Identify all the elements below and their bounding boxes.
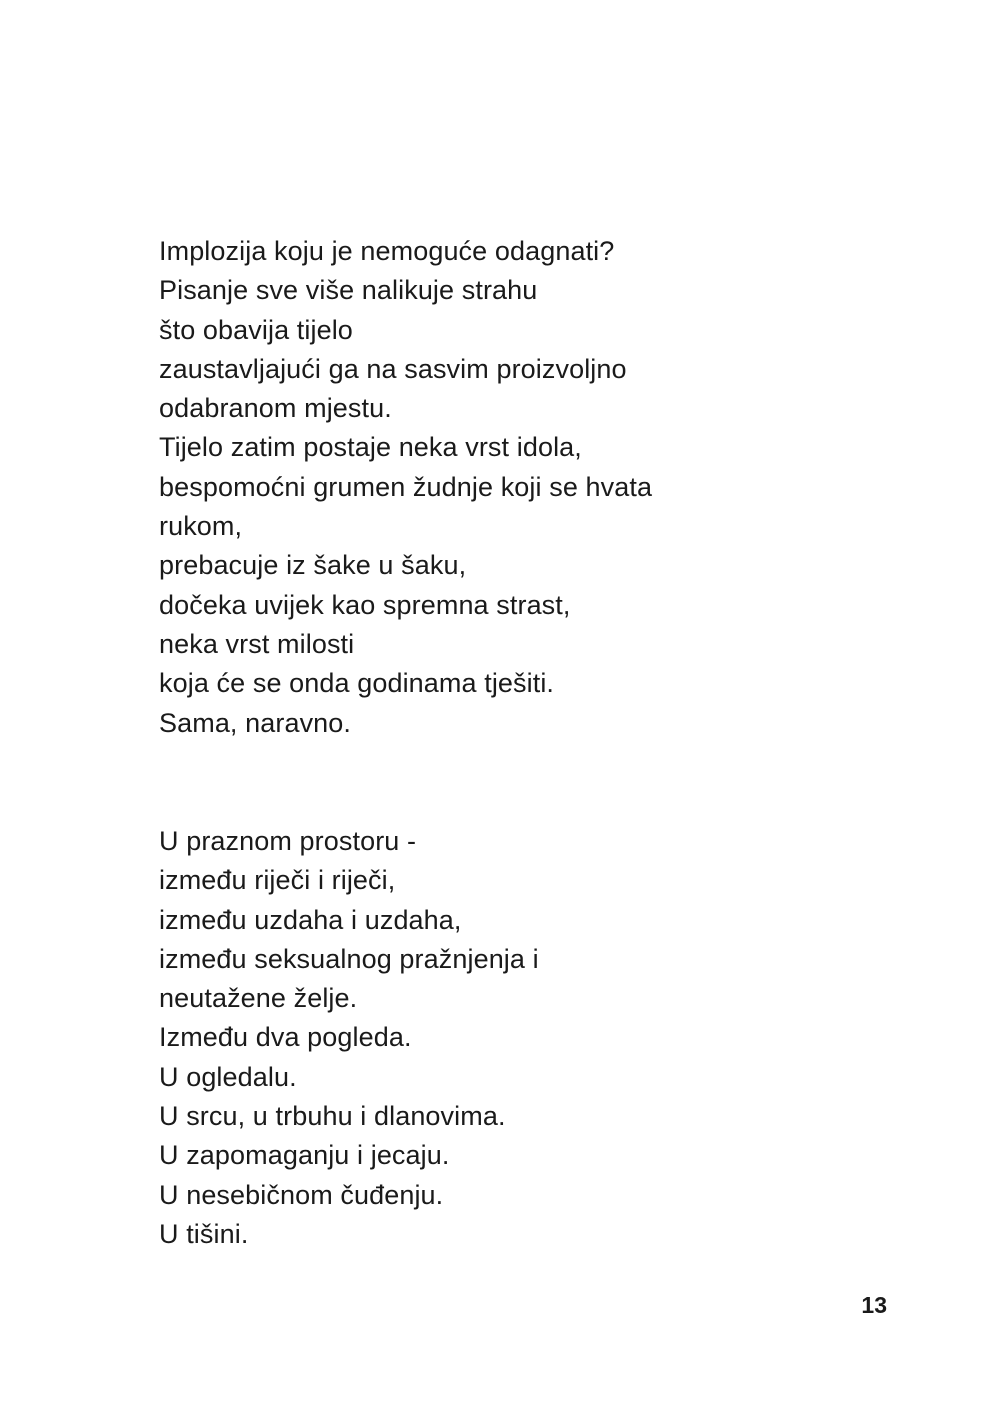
poem-line: dočeka uvijek kao spremna strast, xyxy=(159,589,571,620)
poem-line: Tijelo zatim postaje neka vrst idola, xyxy=(159,432,582,463)
poem-line: Pisanje sve više nalikuje strahu xyxy=(159,275,538,306)
poem-line: Između dva pogleda. xyxy=(159,1022,412,1053)
poem-stanza-2 xyxy=(159,822,799,1254)
poem-line: U tišini. xyxy=(159,1218,249,1249)
poem-line: neutažene želje. xyxy=(159,983,358,1014)
poem-line: što obavija tijelo xyxy=(159,314,353,345)
poem-line: U srcu, u trbuhu i dlanovima. xyxy=(159,1101,506,1132)
poem-line: neka vrst milosti xyxy=(159,628,355,659)
poem-line: U praznom prostoru - xyxy=(159,826,417,856)
poem-line: U nesebičnom čuđenju. xyxy=(159,1179,444,1210)
poem-line: rukom, xyxy=(159,511,243,542)
poem-line: prebacuje iz šake u šaku, xyxy=(159,550,467,581)
poem-line: između uzdaha i uzdaha, xyxy=(159,904,462,935)
poem-line: zaustavljajući ga na sasvim proizvoljno xyxy=(159,353,627,384)
poem-line: između seksualnog pražnjenja i xyxy=(159,943,539,974)
poem-line: Sama, naravno. xyxy=(159,707,352,738)
poem-line: U zapomaganju i jecaju. xyxy=(159,1140,450,1171)
poem-stanza-1 xyxy=(159,232,799,743)
poem-line: Implozija koju je nemoguće odagnati? xyxy=(159,236,615,266)
page-number: 13 xyxy=(861,1292,887,1318)
poem-line: U ogledalu. xyxy=(159,1061,297,1092)
poem-line: između riječi i riječi, xyxy=(159,865,396,896)
poem-line: bespomoćni grumen žudnje koji se hvata xyxy=(159,471,653,502)
poem-line: koja će se onda godinama tješiti. xyxy=(159,668,555,699)
poem-line: odabranom mjestu. xyxy=(159,393,392,424)
